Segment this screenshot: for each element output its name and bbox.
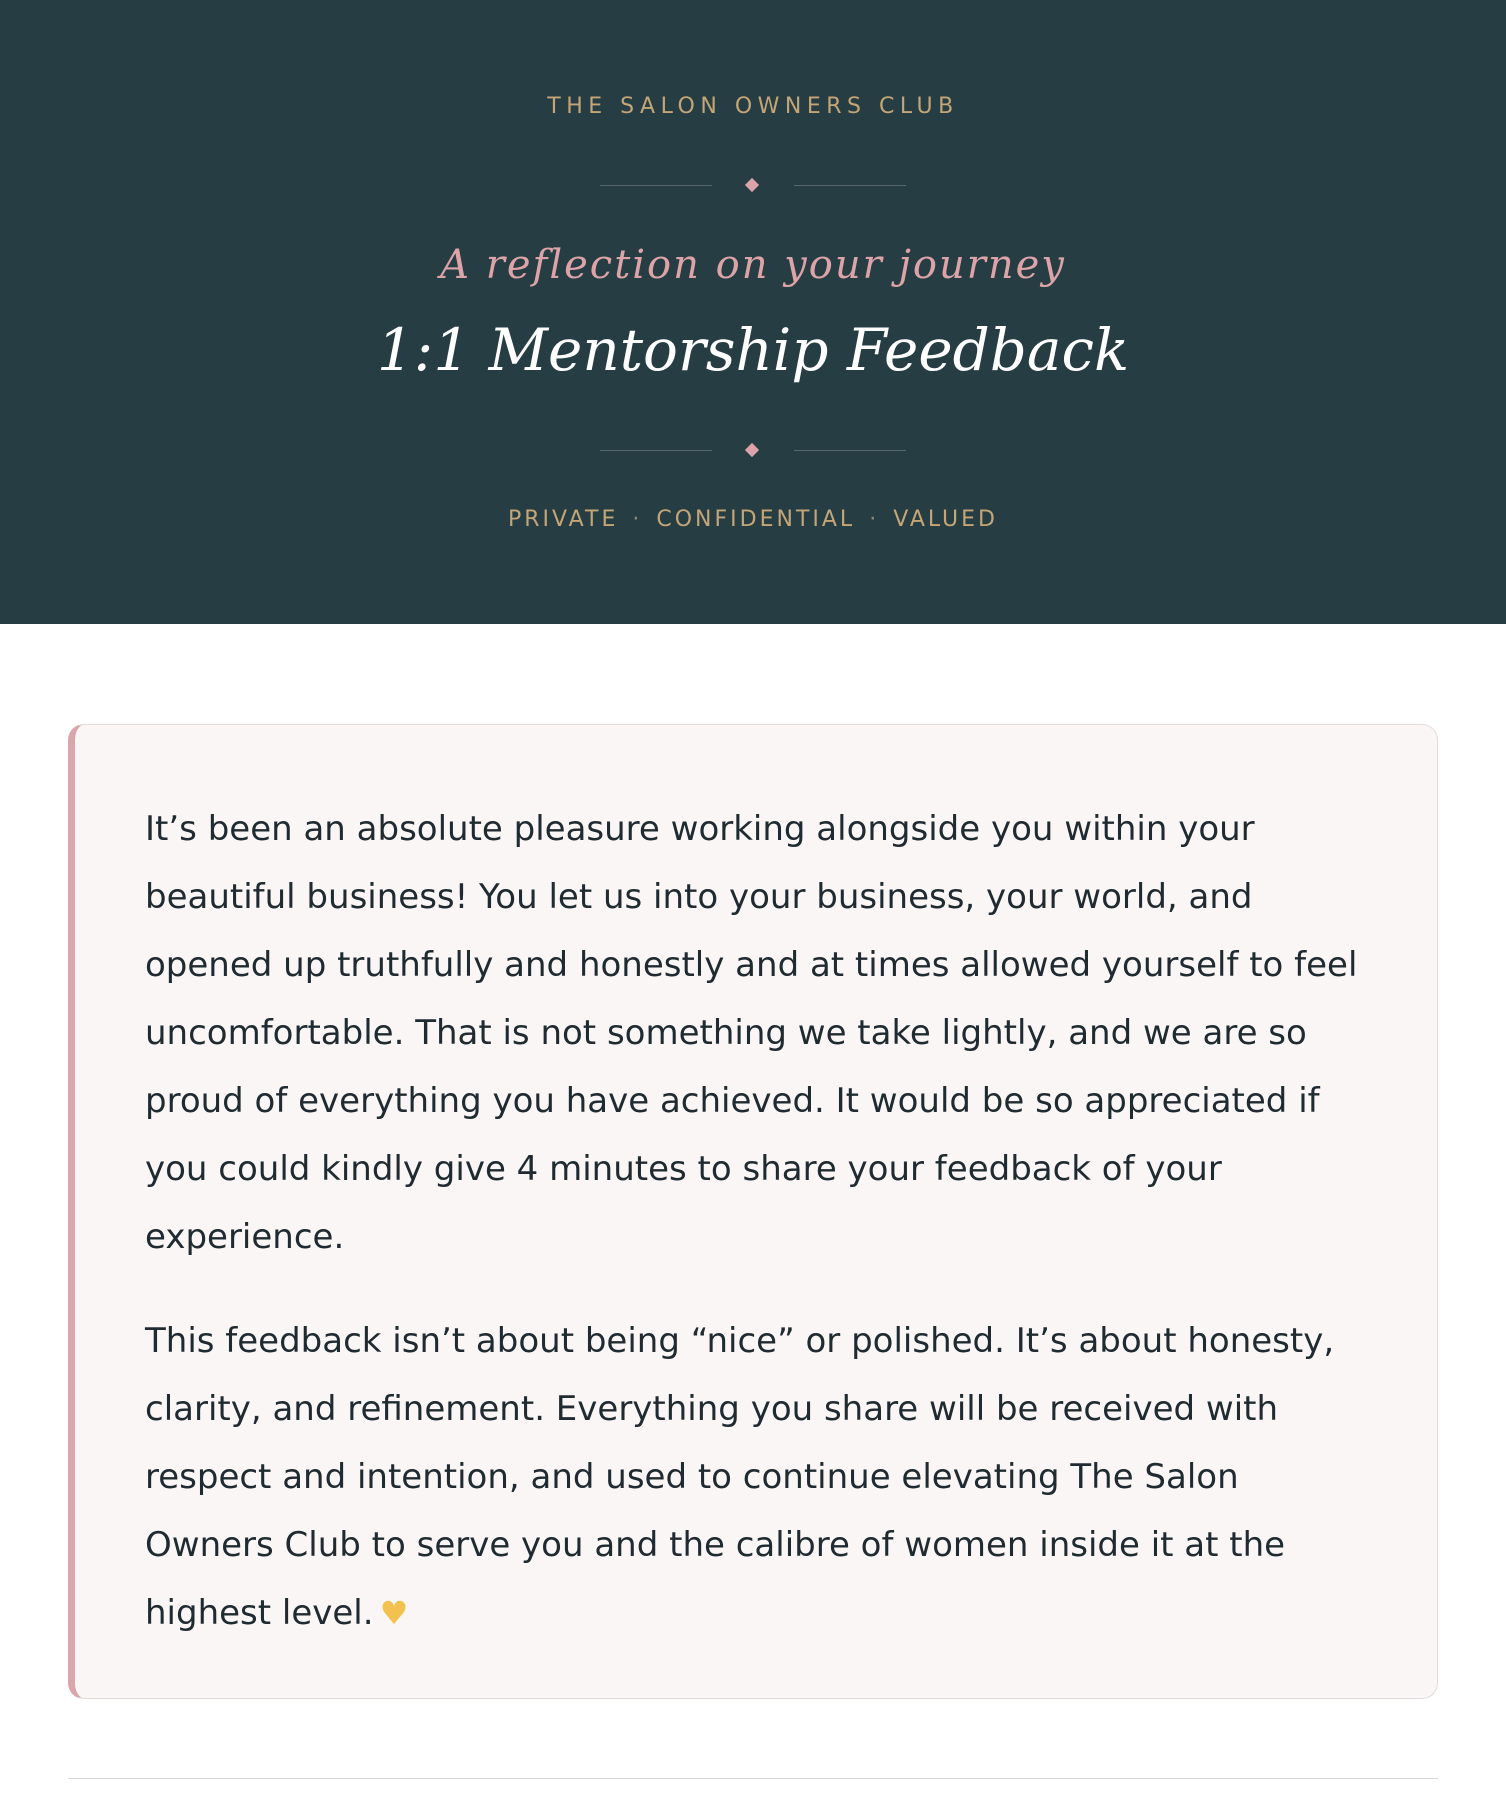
intro-paragraph-2-text: This feedback isn’t about being “nice” or polished. It’s about honesty, clarity, and refinement. Everything you share will be received with respect and intention, and used to continue elevating The Salon Owners Club to serve you and the calibre of women inside it at the highest level. xyxy=(145,1321,1335,1633)
page-subtitle: A reflection on your journey xyxy=(440,242,1066,288)
ornament-line xyxy=(794,450,906,451)
tag-valued: VALUED xyxy=(893,507,998,532)
section-divider xyxy=(68,1778,1438,1779)
ornament-line xyxy=(600,450,712,451)
ornament-line xyxy=(600,185,712,186)
diamond-icon xyxy=(745,443,759,457)
yellow-heart-icon: ♥ xyxy=(379,1594,409,1632)
tagline xyxy=(0,505,1506,535)
tag-separator: · xyxy=(632,507,643,532)
intro-paragraph-1: It’s been an absolute pleasure working alongside you within your beautiful business! You let us into your business, your world, and opened up truthfully and honestly and at times allowed yourself to feel uncomfortable. That is not something we take lightly, and we are so proud of everything you have achieved. It would be so appreciated if you could kindly give 4 minutes to share your feedback of your experience. xyxy=(145,809,1358,1257)
brand-name: THE SALON OWNERS CLUB xyxy=(547,94,959,119)
tag-private: PRIVATE xyxy=(508,507,619,532)
tag-separator: · xyxy=(869,507,880,532)
hero-header xyxy=(0,0,1506,624)
page-title: 1:1 Mentorship Feedback xyxy=(376,316,1130,384)
ornament-line xyxy=(794,185,906,186)
tag-confidential: CONFIDENTIAL xyxy=(656,507,856,532)
ornament-divider-bottom xyxy=(600,441,906,461)
diamond-icon xyxy=(745,178,759,192)
ornament-divider-top xyxy=(600,176,906,196)
intro-card xyxy=(68,724,1438,1699)
intro-paragraph-2 xyxy=(145,1307,1367,1647)
